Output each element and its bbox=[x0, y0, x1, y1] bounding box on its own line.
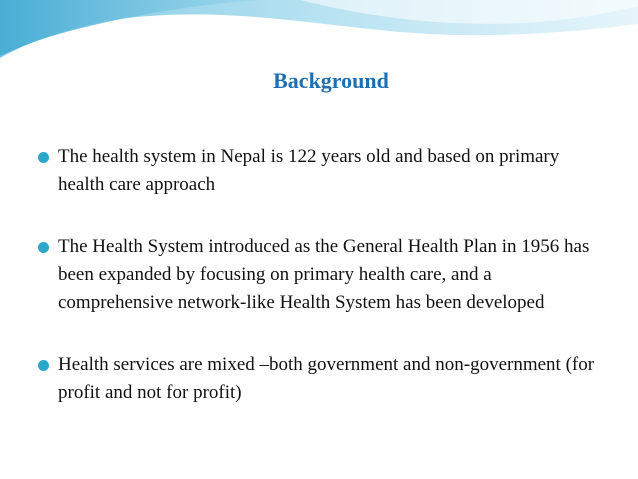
bullet-item bbox=[0, 351, 638, 407]
bullet-dot-icon bbox=[38, 242, 49, 253]
bullet-list bbox=[0, 143, 638, 441]
bullet-text: Health services are mixed –both government and non-government (for profit and not for profit) bbox=[58, 354, 595, 403]
bullet-dot-icon bbox=[38, 152, 49, 163]
bullet-dot-icon bbox=[38, 360, 49, 371]
bullet-text: The health system in Nepal is 122 years old and based on primary health care approach bbox=[58, 146, 560, 195]
slide-title: Background bbox=[273, 68, 389, 93]
bullet-item bbox=[0, 233, 638, 317]
bullet-item bbox=[0, 143, 638, 199]
bullet-text: The Health System introduced as the General Health Plan in 1956 has been expanded by focusing on primary health care, and a comprehensive network-like Health System has been developed bbox=[58, 236, 590, 313]
